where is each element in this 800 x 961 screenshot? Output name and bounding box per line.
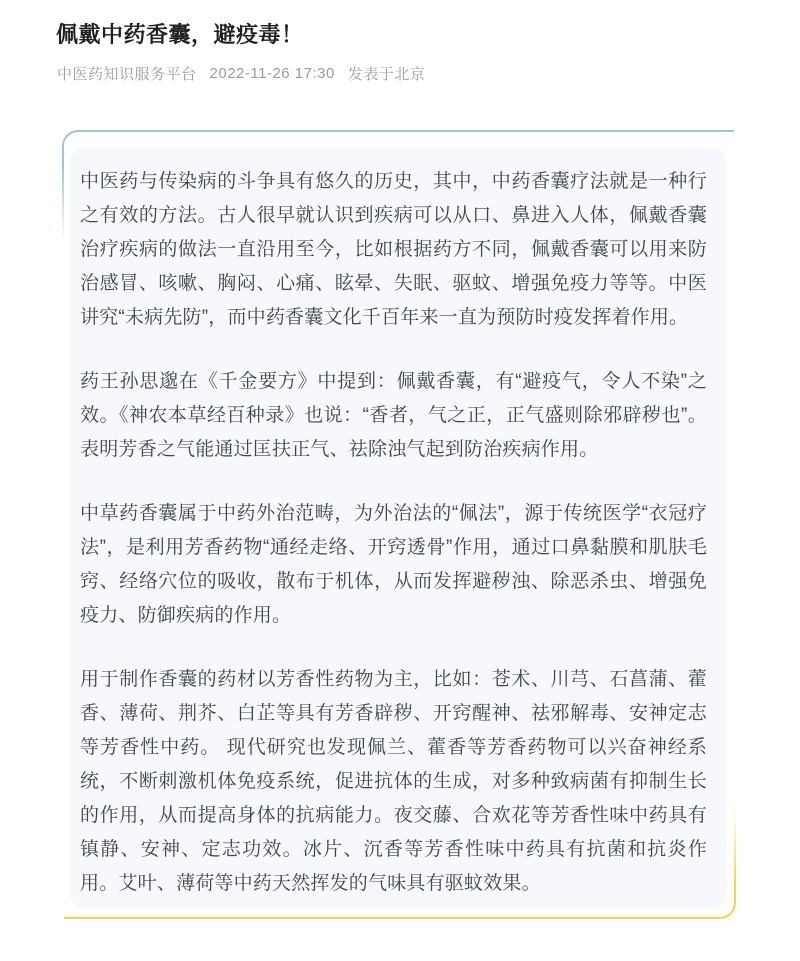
- paragraph-herbs: 用于制作香囊的药材以芳香性药物为主，比如：苍术、川芎、石菖蒲、藿香、薄荷、荆芥、白芷等具有芳香辟秽、开窍醒神、祛邪解毒、安神定志等芳香性中药。 现代研究也发现佩兰、藿香等芳香药物可以兴奋神经系统，不断刺激机体免疫系统，促进抗体的生成，对多种致病菌有抑制生长的作用，从而提高身体的抗病能力。夜交藤、合欢花等芳香性味中药具有镇静、安神、定志功效。冰片、沉香等芳香性味中药具有抗菌和抗炎作用。艾叶、薄荷等中药天然挥发的气味具有驱蚊效果。: [80, 669, 707, 894]
- paragraph-history: 中医药与传染病的斗争具有悠久的历史，其中，中药香囊疗法就是一种行之有效的方法。古人很早就认识到疾病可以从口、鼻进入人体，佩戴香囊治疗疾病的做法一直沿用至今，比如根据药方不同，佩戴香囊可以用来防治感冒、咳嗽、胸闷、心痛、眩晕、失眠、驱蚊、增强免疫力等等。中医讲究“未病先防”，而中药香囊文化千百年来一直为预防时疫发挥着作用。: [80, 171, 707, 328]
- byline: [57, 63, 757, 84]
- article-title: 佩戴中药香囊，避疫毒！: [56, 22, 304, 47]
- account-name[interactable]: 中医药知识服务平台: [57, 66, 197, 83]
- paragraph-external-therapy: 中草药香囊属于中药外治范畴，为外治法的“佩法”，源于传统医学“衣冠疗法”，是利用芳香药物“通经走络、开窍透骨”作用，通过口鼻黏膜和肌肤毛窍、经络穴位的吸收，散布于机体，从而发挥避秽浊、除恶杀虫、增强免疫力、防御疾病的作用。: [80, 503, 707, 626]
- article-card: [70, 148, 727, 908]
- paragraph-classics: 药王孙思邈在《千金要方》中提到：佩戴香囊，有“避疫气，令人不染”之效。《神农本草经百种录》也说：“香者，气之正，正气盛则除邪辟秽也”。表明芳香之气能通过匡扶正气、祛除浊气起到防治疾病作用。: [80, 371, 707, 460]
- publish-location: 发表于北京: [347, 66, 426, 83]
- publish-datetime: 2022-11-26 17:30: [209, 65, 335, 82]
